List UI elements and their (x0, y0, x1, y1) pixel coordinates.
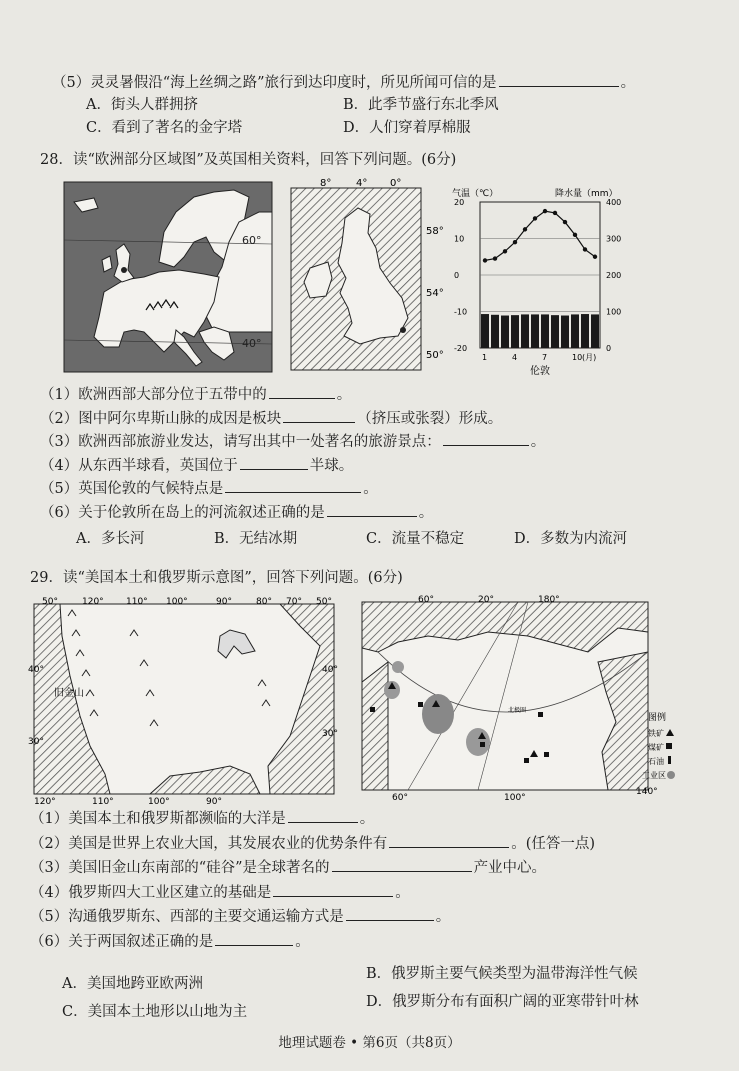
q28-option-d: D．多数为内流河 (514, 531, 628, 547)
svg-text:90°: 90° (216, 597, 232, 607)
q28-title: 28．读“欧洲部分区域图”及英国相关资料，回答下列问题。(6分) (40, 152, 457, 168)
svg-text:110°: 110° (126, 597, 148, 607)
question-text: （6）关于伦敦所在岛上的河流叙述正确的是 (40, 504, 325, 521)
legend-industrial-symbol (667, 771, 675, 779)
q28-question-4 (40, 455, 353, 476)
question-text: （3）美国旧金山东南部的“硅谷”是全球著名的 (30, 860, 330, 876)
precip-bar (581, 314, 589, 348)
lat-label-50: 50° (426, 350, 444, 361)
precip-bar (561, 316, 569, 348)
svg-text:60°: 60° (418, 595, 434, 605)
question-suffix: 。 (336, 387, 352, 403)
temperature-point (573, 233, 577, 237)
q29-question-2 (30, 833, 595, 854)
precip-bar (541, 314, 549, 348)
answer-blank[interactable] (443, 431, 529, 446)
svg-text:100°: 100° (166, 597, 188, 607)
temperature-point (553, 211, 557, 215)
prev-question-5 (52, 72, 635, 93)
svg-text:120°: 120° (34, 797, 56, 807)
question-suffix: 。 (395, 884, 410, 901)
answer-blank[interactable] (327, 502, 417, 517)
answer-blank[interactable] (389, 833, 509, 848)
question-text: （1）美国本土和俄罗斯都濒临的大洋是 (30, 811, 286, 827)
question-text: （6）关于两国叙述正确的是 (30, 933, 214, 950)
q29-option-a: A．美国地跨亚欧两洲 (62, 976, 203, 992)
legend-oil-symbol (668, 756, 671, 764)
precip-bar (551, 315, 559, 348)
answer-blank[interactable] (499, 72, 619, 87)
lon-label-8: 8° (320, 178, 332, 189)
precip-axis-label: 降水量（mm） (555, 189, 618, 199)
svg-text:20°: 20° (478, 595, 494, 605)
question-suffix: 。 (359, 811, 375, 827)
svg-text:120°: 120° (82, 597, 104, 607)
svg-text:铁矿: 铁矿 (648, 729, 664, 738)
q28-option-c: C．流量不稳定 (366, 531, 465, 547)
answer-blank[interactable] (240, 455, 308, 470)
uk-map (290, 178, 460, 372)
question-suffix: 。 (530, 434, 546, 450)
q28-question-1 (40, 384, 351, 405)
question-suffix: 。 (295, 933, 310, 950)
q29-question-3 (30, 857, 546, 878)
q28-question-2 (40, 408, 502, 429)
question-text: （5）英国伦敦的气候特点是 (40, 481, 224, 497)
answer-blank[interactable] (225, 478, 361, 493)
svg-text:80°: 80° (256, 597, 272, 607)
europe-map (64, 182, 272, 372)
svg-text:140°: 140° (636, 787, 658, 797)
temp-axis-label: 气温（℃） (452, 189, 499, 199)
svg-text:石油: 石油 (648, 757, 664, 766)
lat-label-60: 60° (242, 234, 262, 247)
q29-question-5 (30, 906, 450, 927)
temperature-point (483, 258, 487, 262)
lat-label-54: 54° (426, 288, 444, 299)
q29-option-c: C．美国本土地形以山地为主 (62, 1004, 248, 1020)
question-text: （3）欧洲西部旅游业发达，请写出其中一处著名的旅游景点： (40, 434, 441, 450)
question-suffix: 半球。 (309, 457, 354, 474)
q28-question-3 (40, 431, 545, 452)
precip-bar (511, 315, 519, 348)
temp-tick-label: 20 (454, 198, 465, 207)
answer-blank[interactable] (346, 906, 434, 921)
q28-question-6 (40, 502, 433, 523)
temp-tick-label: 10 (454, 234, 465, 244)
svg-text:60°: 60° (392, 793, 408, 803)
temperature-point (503, 249, 507, 253)
temperature-point (593, 255, 597, 259)
usa-map (30, 596, 340, 806)
lon-label-0: 0° (390, 178, 402, 189)
month-tick-label: 10 (572, 353, 583, 362)
question-text: （5）灵灵暑假沿“海上丝绸之路”旅行到达印度时，所见所闻可信的是 (52, 75, 497, 91)
temperature-point (583, 247, 587, 251)
answer-blank[interactable] (273, 882, 393, 897)
question-text: （1）欧洲西部大部分位于五带中的 (40, 387, 267, 403)
svg-text:100°: 100° (148, 797, 170, 807)
question-suffix: 产业中心。 (473, 860, 547, 876)
page-footer: 地理试题卷 • 第6页（共8页） (278, 1035, 461, 1051)
svg-text:煤矿: 煤矿 (648, 743, 664, 752)
question-suffix: 。 (418, 504, 434, 521)
svg-text:图例: 图例 (648, 713, 667, 723)
temperature-point (563, 220, 567, 224)
q29-option-d: D．俄罗斯分布有面积广阔的亚寒带针叶林 (366, 994, 639, 1010)
month-tick-label: 4 (512, 353, 518, 362)
svg-text:50°: 50° (42, 597, 58, 607)
precip-bar (521, 314, 529, 348)
city-label-san-francisco: 旧金山 (54, 688, 84, 699)
precip-bar (571, 314, 579, 348)
q29-question-1 (30, 808, 374, 829)
precip-tick-label: 300 (606, 234, 622, 244)
answer-blank[interactable] (288, 808, 358, 823)
question-text: （4）从东西半球看，英国位于 (40, 457, 238, 474)
svg-text:90°: 90° (206, 797, 222, 807)
question-suffix: 。(任答一点) (511, 835, 596, 852)
precip-tick-label: 0 (606, 344, 612, 353)
lat-label-40: 40° (242, 337, 262, 350)
precip-bar (481, 314, 489, 348)
question-suffix: 。 (363, 481, 378, 497)
london-climate-chart (450, 186, 630, 376)
option-d: D．人们穿着厚棉服 (343, 120, 471, 136)
temp-tick-label: 0 (454, 271, 460, 280)
month-tick-label: 1 (482, 353, 488, 362)
legend-iron-symbol (666, 729, 674, 736)
answer-blank[interactable] (215, 931, 293, 946)
svg-text:工业区: 工业区 (642, 771, 666, 780)
lat-label-58: 58° (426, 226, 444, 237)
temperature-point (493, 256, 497, 260)
temperature-point (513, 240, 517, 244)
svg-text:30°: 30° (322, 729, 338, 739)
question-text: （2）美国是世界上农业大国，其发展农业的优势条件有 (30, 835, 388, 852)
precip-bar (531, 314, 539, 348)
q28-option-a: A．多长河 (76, 531, 145, 547)
lon-label-4: 4° (356, 178, 368, 189)
answer-blank[interactable] (332, 857, 472, 872)
precip-bar (501, 316, 509, 348)
question-suffix: （挤压或张裂）形成。 (357, 410, 503, 427)
question-suffix: 。 (435, 909, 451, 925)
city-label: 伦敦 (530, 366, 550, 377)
temp-tick-label: -20 (454, 344, 468, 353)
temperature-point (523, 227, 527, 231)
legend-coal-symbol (666, 743, 672, 749)
precip-tick-label: 200 (606, 271, 622, 280)
temp-tick-label: -10 (454, 307, 468, 317)
svg-text:110°: 110° (92, 797, 114, 807)
answer-blank[interactable] (269, 384, 335, 399)
q29-option-b: B．俄罗斯主要气候类型为温带海洋性气候 (366, 966, 638, 982)
temperature-point (543, 209, 547, 213)
svg-text:180°: 180° (538, 595, 560, 605)
svg-text:50°: 50° (316, 597, 332, 607)
svg-text:40°: 40° (322, 665, 338, 675)
q28-question-5 (40, 478, 378, 499)
precip-bar (591, 314, 599, 348)
month-tick-label: (月) (582, 353, 597, 362)
precip-tick-label: 100 (606, 307, 622, 317)
precip-tick-label: 400 (606, 198, 622, 207)
svg-text:40°: 40° (28, 665, 44, 675)
q29-question-4 (30, 882, 410, 903)
option-c: C．看到了著名的金字塔 (86, 120, 243, 136)
q28-option-b: B．无结冰期 (214, 531, 298, 547)
temperature-line (485, 211, 595, 260)
russia-map (358, 592, 676, 802)
precip-bar (491, 315, 499, 348)
option-b: B．此季节盛行东北季风 (343, 97, 499, 113)
q29-question-6 (30, 931, 310, 952)
option-a: A．街头人群拥挤 (86, 97, 198, 113)
arctic-circle-label: 北极圈 (508, 707, 527, 714)
q29-title: 29．读“美国本土和俄罗斯示意图”，回答下列问题。(6分) (30, 570, 403, 586)
svg-text:100°: 100° (504, 793, 526, 803)
question-text: （4）俄罗斯四大工业区建立的基础是 (30, 884, 272, 901)
question-text: （2）图中阿尔卑斯山脉的成因是板块 (40, 410, 282, 427)
temperature-point (533, 216, 537, 220)
svg-text:30°: 30° (28, 737, 44, 747)
question-text: （5）沟通俄罗斯东、西部的主要交通运输方式是 (30, 909, 344, 925)
question-end: 。 (620, 75, 636, 91)
svg-text:70°: 70° (286, 597, 302, 607)
month-tick-label: 7 (542, 353, 548, 362)
answer-blank[interactable] (283, 408, 355, 423)
